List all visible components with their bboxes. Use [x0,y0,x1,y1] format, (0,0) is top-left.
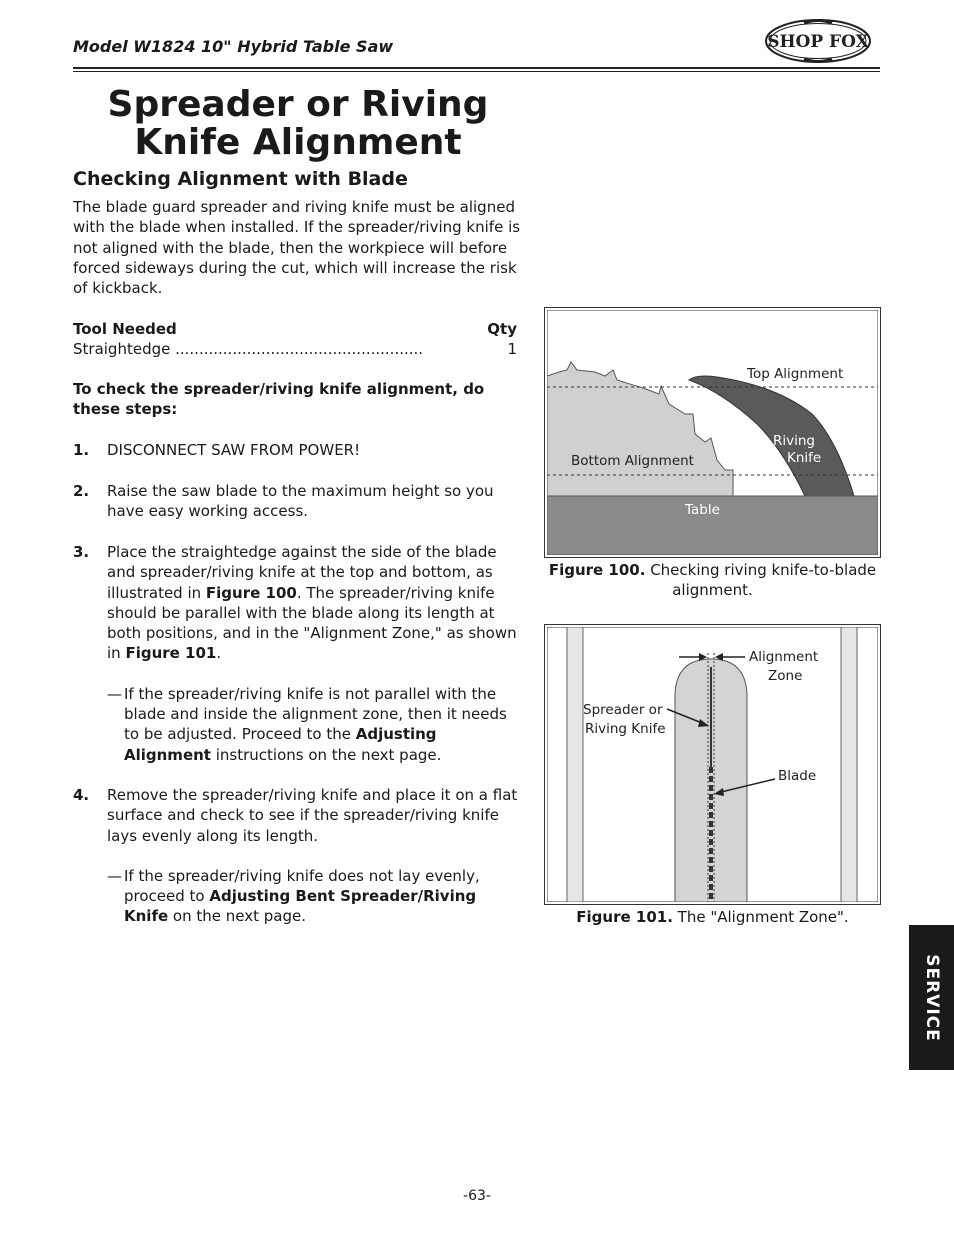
substep-dash: — [107,866,122,885]
substep-text: on the next page. [168,907,306,926]
substep-text: If the spreader/riving knife is not parallel with the blade and inside the alignment zone, then it needs to be adjusted. Proceed to the [124,684,507,744]
tools-needed [73,319,517,360]
tool-dot-leader: .................................................... [175,340,424,359]
page-title: Spreader or Riving Knife Alignment [107,84,489,163]
logo-text: SHOP FOX [767,32,869,52]
manual-model-title: Model W1824 10" Hybrid Table Saw [73,37,394,56]
substep-text: instructions on the next page. [210,745,442,764]
tools-header-label: Tool Needed [73,320,177,338]
step-text [107,542,523,664]
tool-qty: 1 [507,340,517,359]
figure-101-caption-label: Figure 101. [576,908,673,926]
figure-101-reference: Figure 101 [125,644,217,663]
riving-knife-label: Riving Knife [585,721,666,737]
spreader-or-label: Spreader or [583,702,663,718]
knife-label: Knife [787,450,822,466]
figure-100-caption [544,560,881,600]
step-substep [107,866,523,927]
riving-knife-blade-diagram [547,310,878,555]
figure-100 [544,307,881,558]
tool-name: Straightedge [73,340,176,359]
alignment-label: Alignment [749,649,819,665]
intro-paragraph [73,197,523,298]
shop-fox-logo [764,18,872,64]
step-text: DISCONNECT SAW FROM POWER! [107,441,361,459]
step-number: 2. [73,482,90,500]
step-3 [73,542,523,765]
figure-101-caption [544,907,881,927]
alignment-zone-diagram [547,627,878,902]
figure-100-reference: Figure 100 [205,583,297,602]
top-alignment-label: Top Alignment [747,366,844,382]
service-tab-label: SERVICE [921,953,942,1042]
step-text-part: . The spreader/riving knife should be parallel with the blade along its length at both positions, and in the "Alignment Zone," as shown in [107,583,517,663]
header-rule [73,67,880,69]
adjusting-bent-spreader-reference: Adjusting Bent Spreader/Riving Knife [124,887,477,926]
blade-label: Blade [778,768,817,784]
section-heading: Checking Alignment with Blade [73,168,408,190]
step-1 [73,440,523,460]
riving-label: Riving [773,433,815,449]
substep-dash: — [107,684,122,703]
tools-header-row [73,319,517,339]
step-number: 1. [73,441,90,459]
zone-label: Zone [768,668,803,684]
left-table-slot [567,627,583,902]
adjusting-alignment-reference: Adjusting Alignment [124,725,437,764]
figure-101 [544,624,881,905]
bottom-alignment-label: Bottom Alignment [571,453,694,469]
step-text: Remove the spreader/riving knife and place it on a flat surface and check to see if the spreader/riving knife lays evenly along its length. [107,786,518,845]
header-rule-thin [73,71,880,72]
figure-100-caption-text: Checking riving knife-to-blade alignment. [645,561,877,599]
step-4 [73,785,523,927]
step-number: 4. [73,786,90,804]
table-label: Table [685,502,720,518]
step-text: Raise the saw blade to the maximum height so you have easy working access. [107,482,494,521]
figure-100-caption-label: Figure 100. [548,561,646,579]
step-substep [107,684,523,765]
tool-row [73,339,517,359]
service-section-tab [909,925,954,1070]
right-table-slot [841,627,857,902]
substep-text: If the spreader/riving knife does not lay evenly, proceed to [124,866,480,906]
step-text-part: . [216,644,222,663]
step-text-part: Place the straightedge against the side of the blade and spreader/riving knife at the top and bottom, as illustrated in [107,543,497,602]
figure-101-caption-text: The "Alignment Zone". [672,908,849,926]
page-number: -63- [463,1188,491,1204]
steps-intro: To check the spreader/riving knife alignment, do these steps: [73,380,485,419]
step-number: 3. [73,543,90,561]
tools-header-qty: Qty [487,320,517,338]
step-2 [73,481,523,522]
intro-text: The blade guard spreader and riving knife must be aligned with the blade when installed. If the spreader/riving knife is not aligned with the blade, then the workpiece will before forced sideways during the cut, which will increase the risk of kickback. [73,198,521,298]
tool-name-with-leader [73,339,423,359]
